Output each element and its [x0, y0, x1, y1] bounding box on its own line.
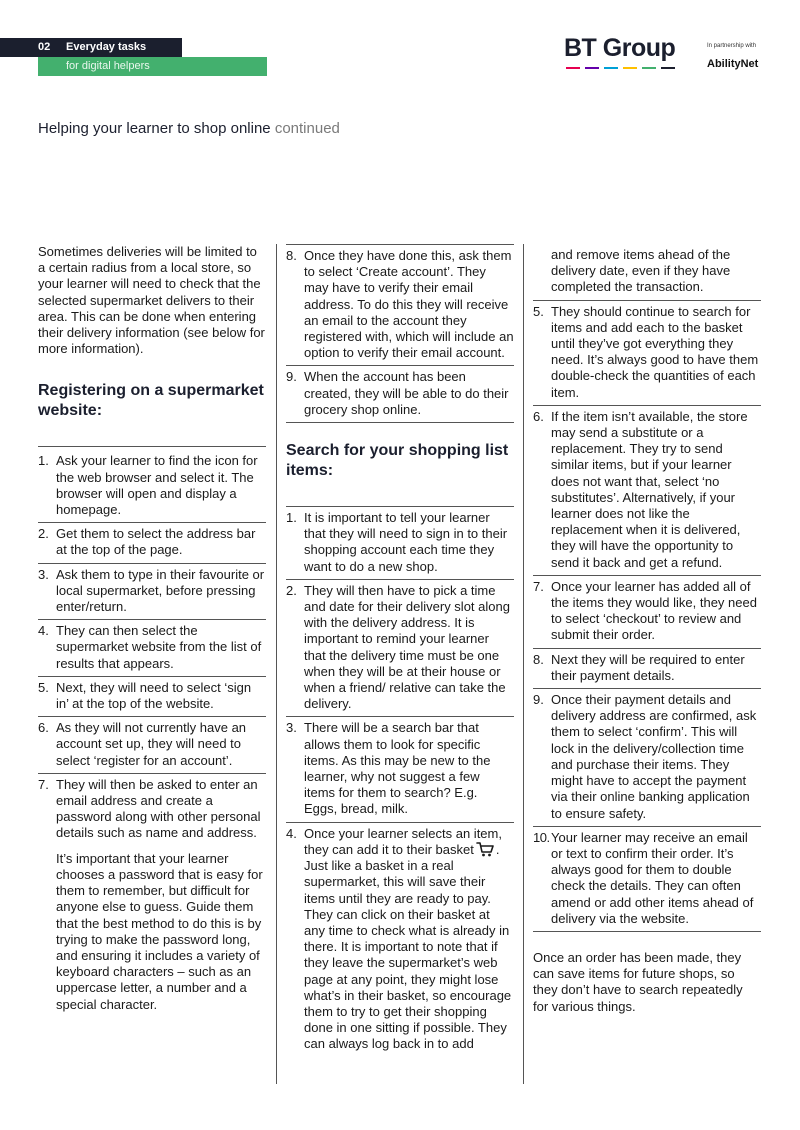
- list-item: 9. Once their payment details and delivery address are confirmed, ask them to select ‘confirm’. This will lock in the delivery/collection time and purchase their items. They might have to accept the payment via their online banking application to ensure safety.: [533, 689, 761, 827]
- list-item: 3. There will be a search bar that allows them to look for specific items. As this may be new to the learner, why not suggest a few items for them to search? E.g. Eggs, bread, milk.: [286, 717, 514, 822]
- list-item: 3. Ask them to type in their favourite or local supermarket, before pressing enter/return.: [38, 564, 266, 621]
- search-steps-continued: [533, 244, 761, 932]
- list-item: 7. They will then be asked to enter an email address and create a password along with other personal details such as name and address. It’s important that your learner chooses a password that is easy for them to remember, but difficult for anyone else to guess. Guide them that the best method to do this is by trying to make the password long, and ensuring it includes a variety of keyboard characters – such as an uppercase letter, a number and a special character.: [38, 774, 266, 1017]
- registering-steps-continued: [286, 244, 514, 423]
- list-item: 5. Next, they will need to select ‘sign in’ at the top of the website.: [38, 677, 266, 717]
- list-item: 2. They will then have to pick a time and date for their delivery slot along with the delivery address. It is important to remind your learner that the delivery time must be one when they will be at their house or when a friend/ relative can take the delivery.: [286, 580, 514, 718]
- list-item: 6. As they will not currently have an account set up, they will need to select ‘register for an account’.: [38, 717, 266, 774]
- list-item: 1. Ask your learner to find the icon for the web browser and select it. The browser will open and display a homepage.: [38, 450, 266, 523]
- list-item: 9. When the account has been created, they will be able to do their grocery shop online.: [286, 366, 514, 423]
- list-item: 4. They can then select the supermarket website from the list of results that appears.: [38, 620, 266, 677]
- page-title-suffix: continued: [274, 120, 340, 137]
- bar-6: [661, 67, 675, 69]
- basket-icon: [476, 842, 494, 857]
- bar-4: [623, 67, 637, 69]
- search-heading: Search for your shopping list items:: [286, 442, 509, 480]
- column-3: [533, 244, 761, 1015]
- page-number: 02: [38, 41, 51, 53]
- password-advice: It’s important that your learner chooses a password that is easy for them to remember, but difficult for anyone else to guess. Guide them that the best method to do this is by trying to make the password long, and ensuring it includes a variety of keyboard characters – such as an uppercase letter, a number and a special character.: [56, 850, 263, 1012]
- section-name: Everyday tasks: [66, 41, 147, 53]
- list-item: 5. They should continue to search for items and add each to the basket until they’ve got everything they need. It’s always good to have them double-check the quantities of each item.: [533, 301, 761, 406]
- section-tab: [0, 38, 182, 57]
- intro-paragraph: Sometimes deliveries will be limited to a certain radius from a local store, so your learner will need to check that the selected supermarket delivers to their area. This can be done when entering their delivery information (see below for more information).: [38, 244, 265, 357]
- list-item: 2. Get them to select the address bar at the top of the page.: [38, 523, 266, 563]
- registering-heading: Registering on a supermarket website:: [38, 382, 264, 420]
- column-divider: [523, 244, 524, 1084]
- bar-5: [642, 67, 656, 69]
- list-item: 6. If the item isn’t available, the store may send a substitute or a replacement. They try to send similar items, but if your learner does not want that, select ‘no substitutes’. Alternatively, if your learner does not like the replacement when it is delivered, they will have the opportunity to send it back and get a refund.: [533, 406, 761, 576]
- list-item: 4. Once your learner selects an item, they can add it to their basket . Just like a basket in a real supermarket, this will save their items until they are ready to pay. They can click on their basket at any time to check what is already in there. It is important to note that if they leave the supermarket’s web page at any point, they might lose what’s in their basket, so encourage them to try to get their shopping done in one sitting if possible. They can always log back in to add: [286, 825, 512, 1052]
- bt-group-logo: [564, 34, 682, 76]
- list-item: 8. Next they will be required to enter their payment details.: [533, 649, 761, 689]
- page-title-main: Helping your learner to shop online: [38, 120, 271, 137]
- column-2: [286, 244, 514, 1057]
- list-item: 8. Once they have done this, ask them to select ‘Create account’. They may have to verify their email address. To do this they will receive an email to the account they registered with, which will include an option to verify their email account.: [286, 245, 514, 366]
- brand-name: BT Group: [564, 34, 676, 62]
- subsection-tab: for digital helpers: [38, 57, 267, 76]
- search-steps: [286, 506, 514, 1057]
- list-item: 7. Once your learner has added all of the items they would like, they need to select ‘checkout’ to review and submit their order.: [533, 576, 761, 649]
- list-item: [533, 244, 761, 301]
- bar-3: [604, 67, 618, 69]
- list-item: 1. It is important to tell your learner that they will need to sign in to their shopping account each time they want to do a new shop.: [286, 507, 514, 580]
- page-title: [38, 120, 340, 137]
- step-continuation: and remove items ahead of the delivery date, even if they have completed the transaction.: [551, 247, 731, 295]
- partner-name: AbilityNet: [707, 58, 759, 70]
- outro-paragraph: Once an order has been made, they can save items for future shops, so they don’t have to search repeatedly for various things.: [533, 949, 743, 1014]
- partner-tag: In partnership with: [707, 43, 757, 49]
- bar-1: [566, 67, 580, 69]
- brand-color-bars: [566, 66, 678, 70]
- partner-logo: [707, 42, 777, 76]
- column-1: [38, 244, 266, 1017]
- bar-2: [585, 67, 599, 69]
- registering-steps: [38, 446, 266, 1016]
- list-item: 10. Your learner may receive an email or text to confirm their order. It’s always good for them to double check the details. They can often amend or add other items ahead of delivery via the website.: [533, 827, 761, 932]
- column-divider: [276, 244, 277, 1084]
- step-text: They will then be asked to enter an email address and create a password along with other personal details such as name and address.: [56, 776, 261, 841]
